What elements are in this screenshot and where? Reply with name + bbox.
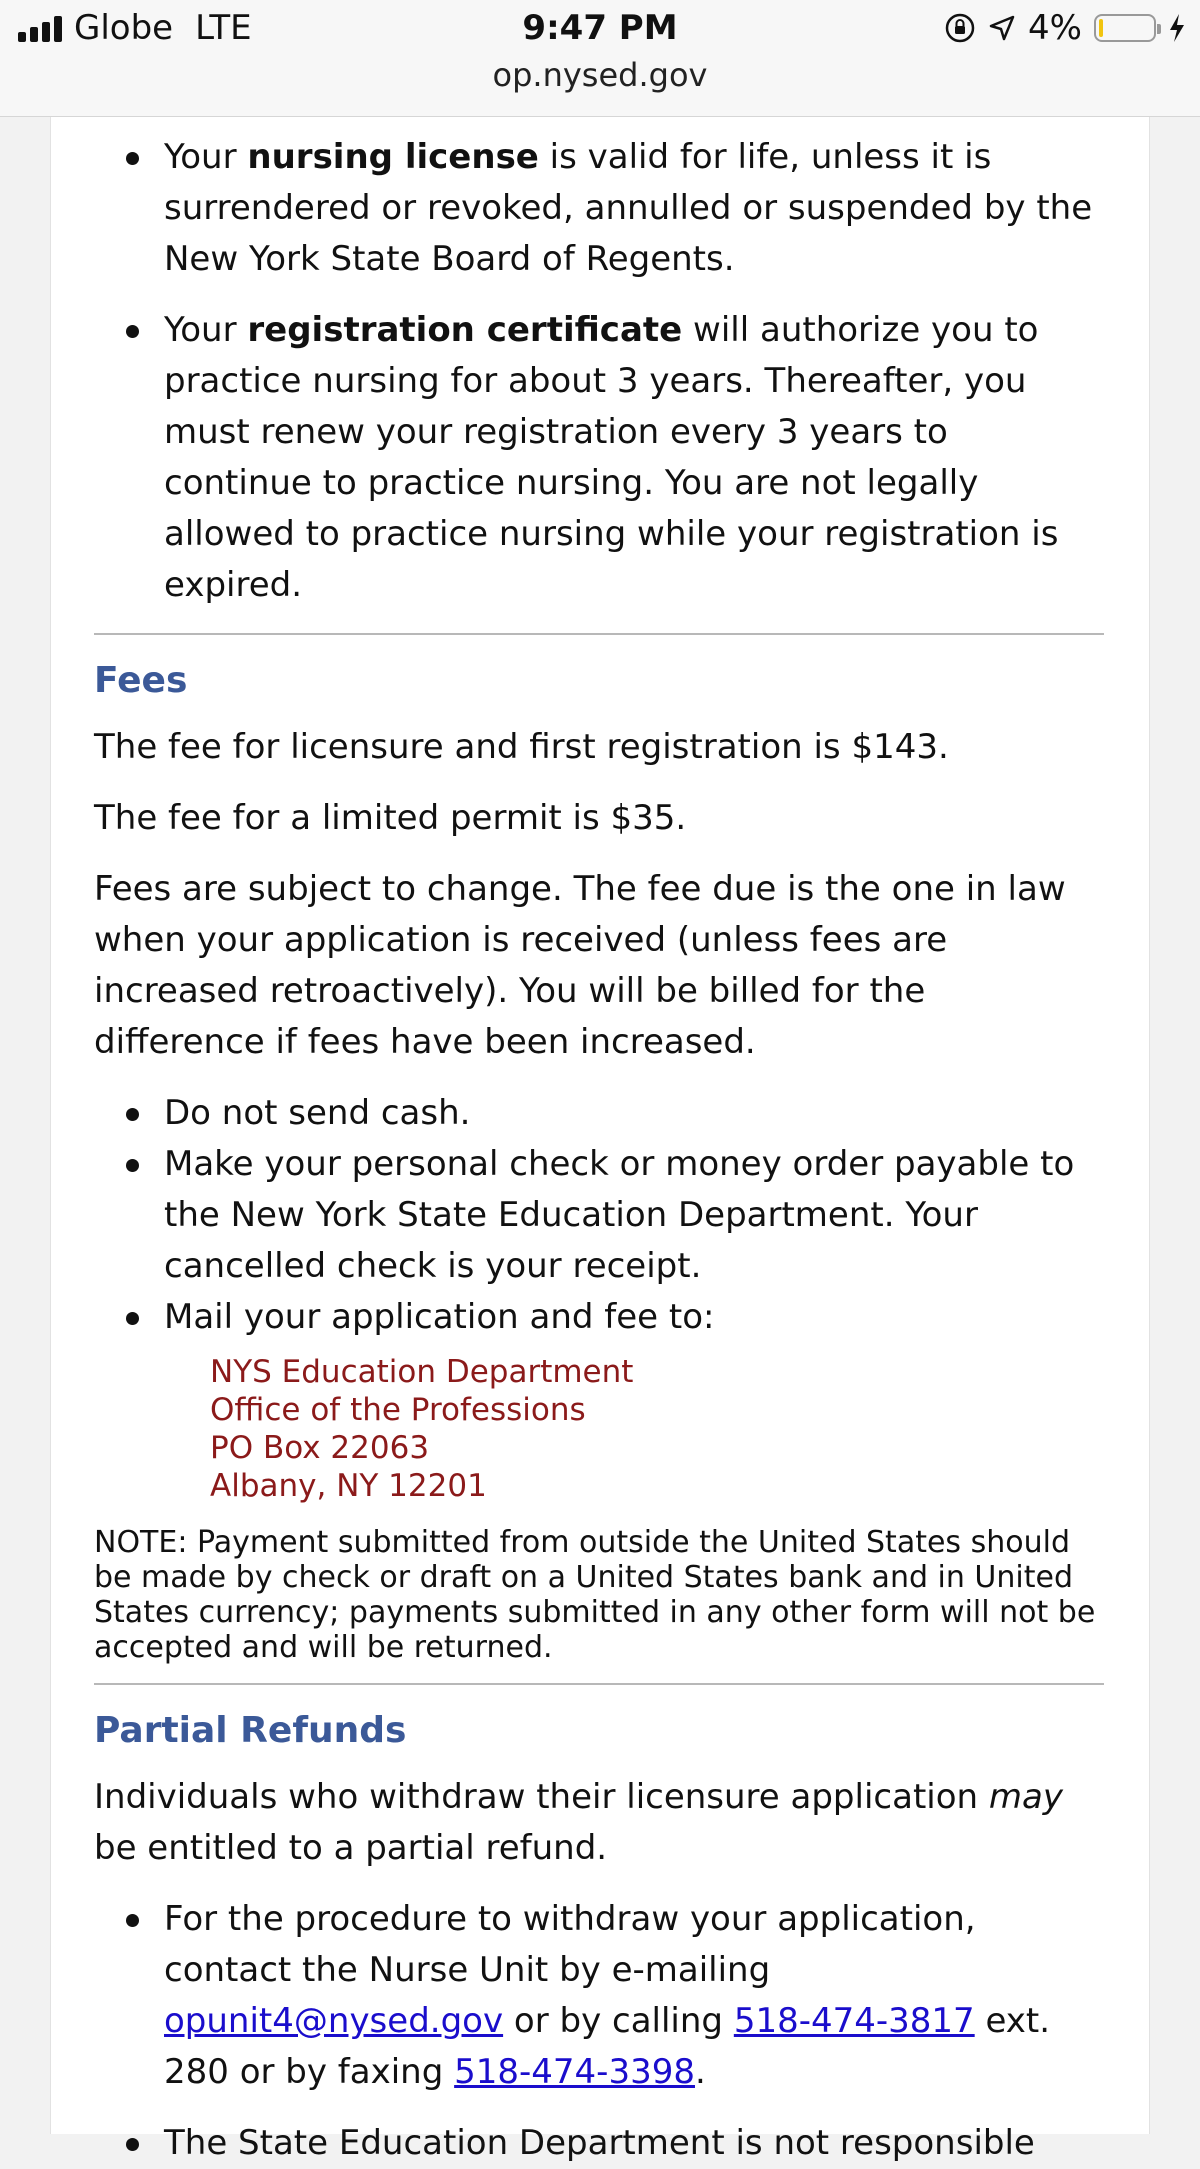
- list-item-text: For the procedure to withdraw your application, contact the Nurse Unit by e-mailing: [164, 1899, 976, 1990]
- payment-note: NOTE: Payment submitted from outside the United States should be made by check or draft on a United States bank and in United States currency; payments submitted in any other form will not be accepted and will be returned.: [94, 1525, 1096, 1665]
- fax-link[interactable]: 518-474-3398: [454, 2052, 695, 2092]
- refund-instructions-list: [94, 1894, 1104, 2169]
- address-bar-url[interactable]: op.nysed.gov: [492, 56, 708, 94]
- emphasis-may: may: [988, 1777, 1063, 1817]
- fee-permit-text: The fee for a limited permit is $35.: [94, 798, 687, 838]
- page-content: [94, 132, 1104, 2169]
- address-line: Office of the Professions: [210, 1392, 586, 1428]
- status-time: 9:47 PM: [522, 8, 678, 48]
- list-item-text: .: [694, 2052, 706, 2092]
- mailing-address: [94, 1353, 1104, 1505]
- carrier-name: Globe: [74, 8, 174, 48]
- list-item: [94, 132, 1104, 285]
- orientation-lock-icon: [944, 12, 976, 44]
- address-line: PO Box 22063: [210, 1430, 430, 1466]
- address-line: NYS Education Department: [210, 1354, 634, 1390]
- email-link[interactable]: opunit4@nysed.gov: [164, 2001, 504, 2041]
- section-divider: [94, 1683, 1104, 1685]
- location-arrow-icon: [988, 14, 1016, 42]
- fee-instructions-list: [94, 1088, 1104, 1343]
- battery-icon: [1094, 14, 1156, 42]
- list-item-text: ext. 280 or by faxing: [164, 2001, 1051, 2092]
- list-item-text: is valid for life, unless it is surrendered or revoked, annulled or suspended by the New York State Board of Regents.: [164, 137, 1093, 279]
- list-item: Do not send cash.: [94, 1088, 1104, 1139]
- license-info-list: [94, 132, 1104, 611]
- section-heading-partial-refunds: Partial Refunds: [94, 1710, 407, 1751]
- refund-intro-text: [94, 1772, 1104, 1874]
- list-item-text: or by calling: [503, 2001, 734, 2041]
- section-heading-fees: Fees: [94, 660, 188, 701]
- bold-term: registration certificate: [247, 310, 683, 350]
- status-indicators: [944, 8, 1186, 48]
- list-item: Make your personal check or money order payable to the New York State Education Department. Your cancelled check is your receipt.: [94, 1139, 1104, 1292]
- list-item: [94, 305, 1104, 611]
- list-item-text: will authorize you to practice nursing for about 3 years. Thereafter, you must renew your registration every 3 years to continue to practice nursing. You are not legally allowed to practice nursing while your registration is expired.: [164, 310, 1059, 605]
- fee-licensure-text: The fee for licensure and first registration is $143.: [94, 727, 949, 767]
- fee-change-text: Fees are subject to change. The fee due is the one in law when your application is received (unless fees are increased retroactively). You will be billed for the difference if fees have been increased.: [94, 869, 1066, 1062]
- list-item: Mail your application and fee to:: [94, 1292, 1104, 1343]
- refund-intro-part: be entitled to a partial refund.: [94, 1828, 608, 1868]
- status-bar: [0, 0, 1200, 117]
- address-line: Albany, NY 12201: [210, 1468, 487, 1504]
- list-item-text: Your: [164, 137, 248, 177]
- list-item: The State Education Department is not responsible: [94, 2118, 1104, 2169]
- network-type: LTE: [195, 8, 252, 48]
- phone-link[interactable]: 518-474-3817: [733, 2001, 975, 2041]
- battery-percent: 4%: [1028, 8, 1082, 48]
- refund-intro-part: Individuals who withdraw their licensure application: [94, 1777, 989, 1817]
- charging-bolt-icon: [1168, 13, 1186, 43]
- section-divider: [94, 633, 1104, 635]
- bold-term: nursing license: [247, 137, 539, 177]
- list-item: [94, 1894, 1104, 2098]
- list-item-text: Your: [164, 310, 248, 350]
